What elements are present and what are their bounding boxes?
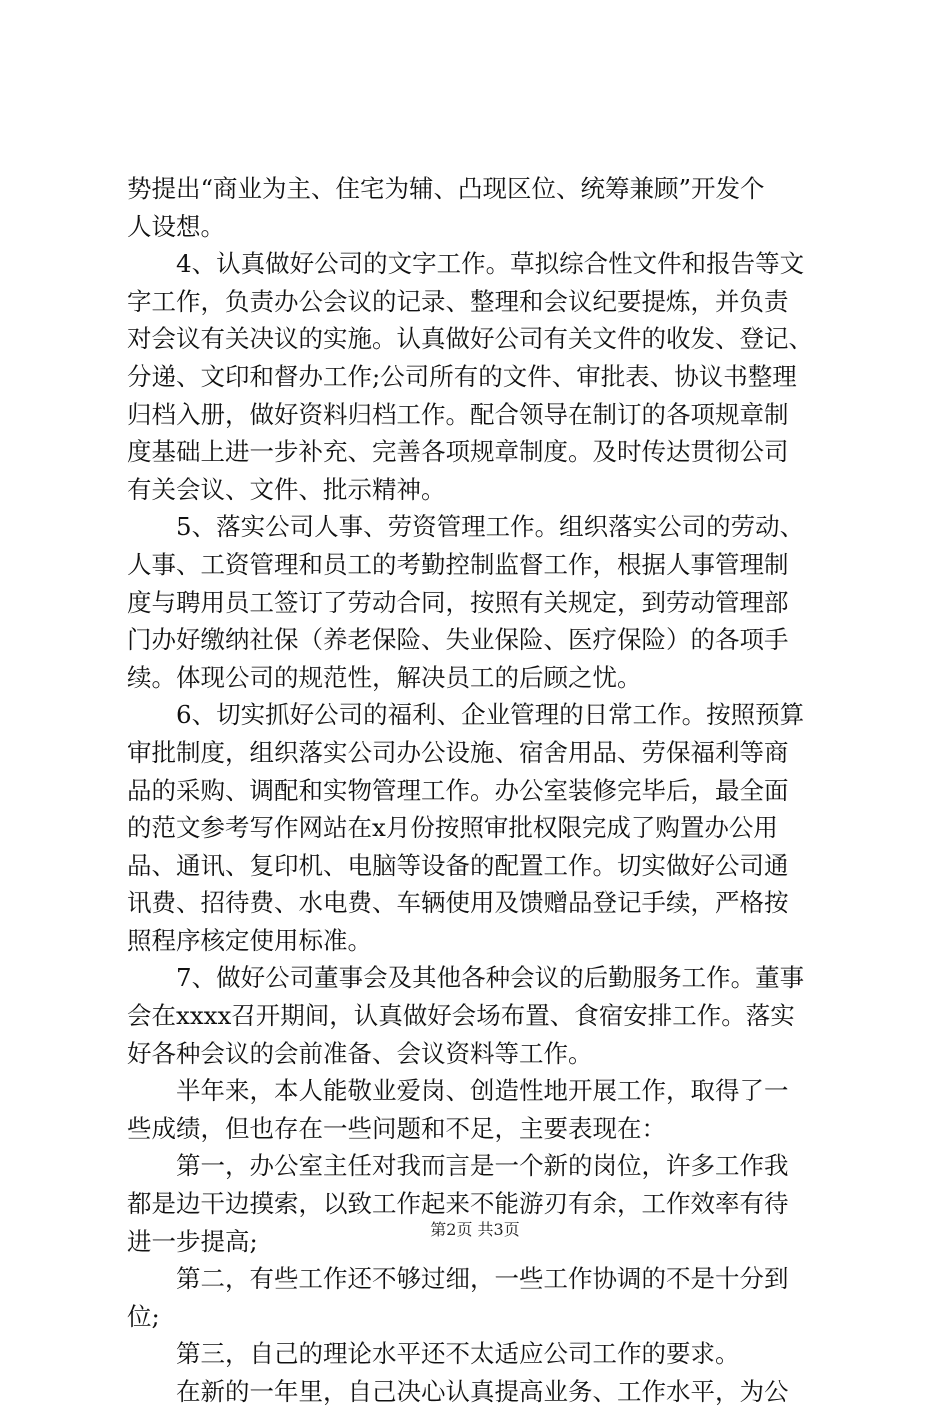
text-line: 续。体现公司的规范性，解决员工的后顾之忧。: [127, 662, 642, 692]
text-line: 人设想。: [127, 211, 225, 241]
text-line: 5、落实公司人事、劳资管理工作。组织落实公司的劳动、: [127, 512, 805, 542]
text-line: 6、切实抓好公司的福利、企业管理的日常工作。按照预算: [127, 700, 805, 730]
text-line: 的范文参考写作网站在x月份按照审批权限完成了购置办公用: [127, 813, 778, 843]
text-line: 会在xxxx召开期间，认真做好会场布置、食宿安排工作。落实: [127, 1001, 795, 1031]
text-line: 人事、工资管理和员工的考勤控制监督工作，根据人事管理制: [127, 549, 789, 579]
text-line: 位;: [127, 1301, 160, 1331]
text-line: 好各种会议的会前准备、会议资料等工作。: [127, 1038, 593, 1068]
text-line: 7、做好公司董事会及其他各种会议的后勤服务工作。董事: [127, 963, 805, 993]
text-line: 第三，自己的理论水平还不太适应公司工作的要求。: [127, 1339, 740, 1369]
text-line: 进一步提高;: [127, 1226, 258, 1256]
text-line: 归档入册，做好资料归档工作。配合领导在制订的各项规章制: [127, 399, 789, 429]
text-line: 在新的一年里，自己决心认真提高业务、工作水平，为公: [127, 1377, 789, 1406]
text-line: 些成绩，但也存在一些问题和不足，主要表现在：: [127, 1113, 666, 1143]
text-line: 度基础上进一步补充、完善各项规章制度。及时传达贯彻公司: [127, 437, 789, 467]
text-line: 字工作，负责办公会议的记录、整理和会议纪要提炼，并负责: [127, 286, 789, 316]
text-line: 4、认真做好公司的文字工作。草拟综合性文件和报告等文: [127, 249, 805, 279]
text-line: 第一，办公室主任对我而言是一个新的岗位，许多工作我: [127, 1151, 789, 1181]
text-line: 都是边干边摸索，以致工作起来不能游刃有余，工作效率有待: [127, 1189, 789, 1219]
text-line: 讯费、招待费、水电费、车辆使用及馈赠品登记手续，严格按: [127, 888, 789, 918]
text-line: 半年来，本人能敬业爱岗、创造性地开展工作，取得了一: [127, 1076, 789, 1106]
text-line: 品的采购、调配和实物管理工作。办公室装修完毕后，最全面: [127, 775, 789, 805]
text-line: 第二，有些工作还不够过细，一些工作协调的不是十分到: [127, 1264, 789, 1294]
text-line: 分递、文印和督办工作;公司所有的文件、审批表、协议书整理: [127, 361, 797, 391]
text-line: 门办好缴纳社保（养老保险、失业保险、医疗保险）的各项手: [127, 625, 789, 655]
text-line: 有关会议、文件、批示精神。: [127, 474, 446, 504]
text-line: 审批制度，组织落实公司办公设施、宿舍用品、劳保福利等商: [127, 737, 789, 767]
page-footer: 第2页 共3页: [430, 1220, 520, 1239]
text-line: 度与聘用员工签订了劳动合同，按照有关规定，到劳动管理部: [127, 587, 789, 617]
text-line: 品、通讯、复印机、电脑等设备的配置工作。切实做好公司通: [127, 850, 789, 880]
text-line: 照程序核定使用标准。: [127, 925, 372, 955]
text-line: 势提出“商业为主、住宅为辅、凸现区位、统筹兼顾”开发个: [127, 174, 765, 203]
text-line: 对会议有关决议的实施。认真做好公司有关文件的收发、登记、: [127, 324, 813, 354]
